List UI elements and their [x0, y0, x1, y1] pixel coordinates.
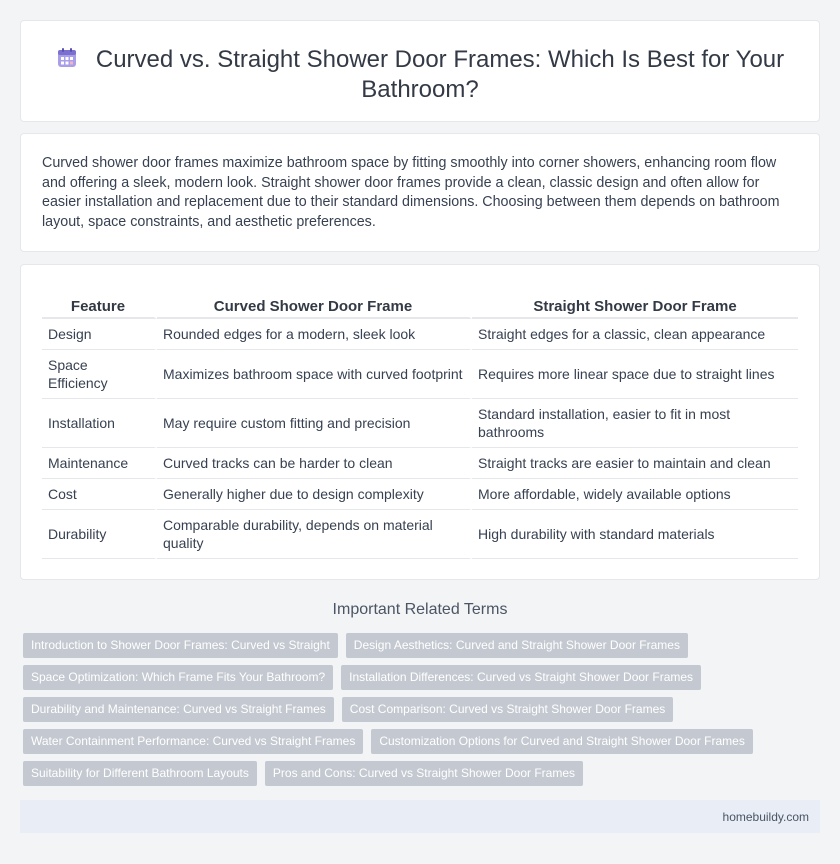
row-feature: Cost — [42, 479, 157, 510]
related-term-tag[interactable]: Pros and Cons: Curved vs Straight Shower Door Frames — [265, 761, 583, 786]
table-row — [42, 448, 798, 479]
row-feature: Design — [42, 319, 157, 350]
row-straight: High durability with standard materials — [472, 510, 798, 559]
tag-row — [23, 761, 823, 793]
page-title-wrap — [21, 45, 819, 105]
row-curved: Curved tracks can be harder to clean — [157, 448, 472, 479]
footer — [20, 800, 820, 833]
tag-row — [23, 729, 823, 761]
related-term-tag[interactable]: Customization Options for Curved and Straight Shower Door Frames — [371, 729, 753, 754]
table-header-row — [42, 295, 798, 319]
row-feature: Durability — [42, 510, 157, 559]
related-terms-heading: Important Related Terms — [332, 601, 508, 618]
table-row — [42, 510, 798, 559]
tag-row — [23, 697, 823, 729]
row-straight: Standard installation, easier to fit in most bathrooms — [472, 399, 798, 448]
related-term-tag[interactable]: Water Containment Performance: Curved vs Straight Frames — [23, 729, 363, 754]
row-straight: Straight tracks are easier to maintain and clean — [472, 448, 798, 479]
row-feature: Installation — [42, 399, 157, 448]
title-card — [20, 20, 820, 122]
related-term-tag[interactable]: Suitability for Different Bathroom Layouts — [23, 761, 257, 786]
intro-paragraph: Curved shower door frames maximize bathroom space by fitting smoothly into corner showers, enhancing room flow and offering a sleek, modern look. Straight shower door frames provide a clean, classic design and often allow for easier installation and replacement due to their standard dimensions. Choosing between them depends on bathroom layout, space constraints, and aesthetic preferences. — [42, 155, 780, 230]
page-title: Curved vs. Straight Shower Door Frames: Which Is Best for Your Bathroom? — [95, 46, 785, 103]
row-curved: Comparable durability, depends on material quality — [157, 510, 472, 559]
row-feature: Space Efficiency — [42, 350, 157, 399]
calendar-icon — [56, 47, 78, 69]
comparison-table-card — [20, 264, 820, 580]
table-row — [42, 319, 798, 350]
header-feature: Feature — [42, 295, 157, 319]
row-curved: Maximizes bathroom space with curved footprint — [157, 350, 472, 399]
intro-card — [20, 133, 820, 252]
row-curved: May require custom fitting and precision — [157, 399, 472, 448]
header-straight: Straight Shower Door Frame — [472, 295, 798, 319]
related-term-tag[interactable]: Space Optimization: Which Frame Fits Your Bathroom? — [23, 665, 333, 690]
comparison-table — [42, 295, 798, 559]
related-term-tag[interactable]: Introduction to Shower Door Frames: Curved vs Straight — [23, 633, 338, 658]
related-term-tag[interactable]: Design Aesthetics: Curved and Straight Shower Door Frames — [346, 633, 688, 658]
row-curved: Rounded edges for a modern, sleek look — [157, 319, 472, 350]
table-row — [42, 479, 798, 510]
row-straight: Straight edges for a classic, clean appearance — [472, 319, 798, 350]
tag-row — [23, 633, 823, 665]
table-row — [42, 399, 798, 448]
related-term-tag[interactable]: Installation Differences: Curved vs Straight Shower Door Frames — [341, 665, 701, 690]
related-terms-list — [23, 633, 823, 793]
related-term-tag[interactable]: Cost Comparison: Curved vs Straight Shower Door Frames — [342, 697, 673, 722]
related-term-tag[interactable]: Durability and Maintenance: Curved vs Straight Frames — [23, 697, 334, 722]
row-feature: Maintenance — [42, 448, 157, 479]
row-straight: Requires more linear space due to straight lines — [472, 350, 798, 399]
header-curved: Curved Shower Door Frame — [157, 295, 472, 319]
row-straight: More affordable, widely available options — [472, 479, 798, 510]
row-curved: Generally higher due to design complexity — [157, 479, 472, 510]
footer-site-link[interactable]: homebuildy.com — [722, 810, 809, 824]
tag-row — [23, 665, 823, 697]
table-row — [42, 350, 798, 399]
